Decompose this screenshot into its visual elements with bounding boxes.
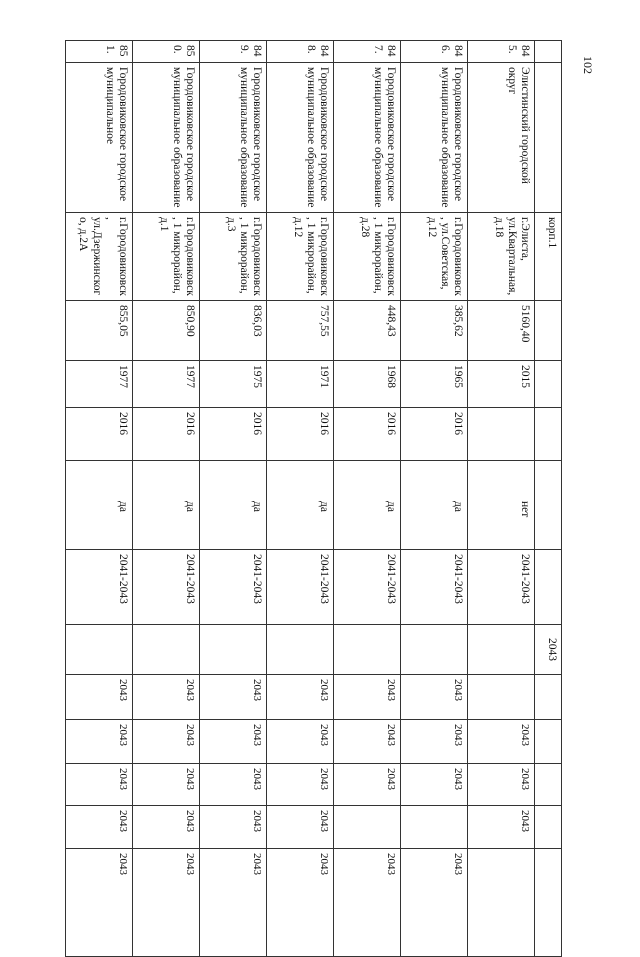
cell-gas	[200, 625, 267, 675]
cell-year	[334, 806, 401, 849]
cell-period: 2041-2043	[66, 550, 133, 625]
cell-flag: да	[267, 461, 334, 550]
cell-municipality: Городовиковское городское муниципальное	[66, 63, 133, 213]
cell-address: корп.1	[535, 213, 562, 301]
cell-year: 2043	[133, 806, 200, 849]
cell-num: 847.	[334, 41, 401, 63]
table-row	[468, 41, 535, 957]
cell-flag: да	[334, 461, 401, 550]
cell-municipality: Городовиковское городское муниципальное образование	[401, 63, 468, 213]
cell-area	[535, 301, 562, 361]
cell-year: 2043	[200, 764, 267, 806]
cell-area: 385,62	[401, 301, 468, 361]
table-row	[401, 41, 468, 957]
cell-period: 2041-2043	[133, 550, 200, 625]
cell-year: 2043	[401, 675, 468, 720]
cell-gas: 2043	[535, 625, 562, 675]
cell-year	[468, 675, 535, 720]
cell-year	[401, 806, 468, 849]
cell-period: 2041-2043	[334, 550, 401, 625]
cell-area: 448,43	[334, 301, 401, 361]
cell-planned: 2016	[334, 408, 401, 461]
cell-year: 2043	[267, 806, 334, 849]
cell-period	[535, 550, 562, 625]
cell-flag: да	[200, 461, 267, 550]
cell-year: 2043	[66, 675, 133, 720]
cell-year: 2043	[133, 849, 200, 957]
cell-gas	[133, 625, 200, 675]
cell-year: 2043	[401, 720, 468, 764]
cell-municipality: Городовиковское городское муниципальное образование	[334, 63, 401, 213]
cell-planned	[468, 408, 535, 461]
cell-address: г.Городовиковск, 1 микрорайон, д.12	[267, 213, 334, 301]
cell-year: 2043	[66, 806, 133, 849]
cell-year: 2043	[267, 849, 334, 957]
cell-year: 2043	[133, 764, 200, 806]
cell-year: 2043	[334, 849, 401, 957]
cell-year: 2043	[66, 849, 133, 957]
cell-municipality: Элистинский городской округ	[468, 63, 535, 213]
cell-year: 2043	[267, 720, 334, 764]
cell-built: 2015	[468, 361, 535, 408]
cell-year	[535, 720, 562, 764]
table-row	[267, 41, 334, 957]
cell-year: 2043	[401, 764, 468, 806]
cell-planned: 2016	[200, 408, 267, 461]
cell-flag	[535, 461, 562, 550]
cell-built	[535, 361, 562, 408]
cell-year: 2043	[200, 675, 267, 720]
cell-year	[535, 764, 562, 806]
cell-year: 2043	[200, 806, 267, 849]
cell-area: 855,05	[66, 301, 133, 361]
cell-period: 2041-2043	[468, 550, 535, 625]
cell-built: 1977	[133, 361, 200, 408]
table-row-continuation	[535, 41, 562, 957]
cell-num	[535, 41, 562, 63]
cell-built: 1971	[267, 361, 334, 408]
cell-year: 2043	[468, 806, 535, 849]
cell-flag: да	[133, 461, 200, 550]
cell-year: 2043	[468, 764, 535, 806]
cell-year: 2043	[66, 764, 133, 806]
cell-num: 848.	[267, 41, 334, 63]
cell-built: 1975	[200, 361, 267, 408]
cell-gas	[334, 625, 401, 675]
cell-area: 757,55	[267, 301, 334, 361]
cell-num: 849.	[200, 41, 267, 63]
table-row	[200, 41, 267, 957]
cell-num: 846.	[401, 41, 468, 63]
cell-year: 2043	[334, 675, 401, 720]
cell-area: 836,03	[200, 301, 267, 361]
cell-municipality: Городовиковское городское муниципальное образование	[133, 63, 200, 213]
cell-address: г.Городовиковск, 1 микрорайон, д.3	[200, 213, 267, 301]
cell-planned: 2016	[401, 408, 468, 461]
cell-planned	[535, 408, 562, 461]
cell-area: 5160,40	[468, 301, 535, 361]
cell-year: 2043	[334, 720, 401, 764]
cell-planned: 2016	[267, 408, 334, 461]
cell-period: 2041-2043	[267, 550, 334, 625]
cell-num: 850.	[133, 41, 200, 63]
cell-year: 2043	[200, 849, 267, 957]
page-number: 102	[581, 56, 595, 74]
cell-year: 2043	[133, 720, 200, 764]
cell-period: 2041-2043	[200, 550, 267, 625]
cell-year: 2043	[200, 720, 267, 764]
cell-address: г.Городовиковск, ул.Советская, д.12	[401, 213, 468, 301]
cell-year	[535, 806, 562, 849]
cell-year	[468, 849, 535, 957]
cell-year: 2043	[267, 764, 334, 806]
cell-year: 2043	[468, 720, 535, 764]
cell-municipality	[535, 63, 562, 213]
cell-year: 2043	[267, 675, 334, 720]
cell-year: 2043	[401, 849, 468, 957]
cell-municipality: Городовиковское городское муниципальное образование	[267, 63, 334, 213]
cell-year: 2043	[334, 764, 401, 806]
cell-planned: 2016	[133, 408, 200, 461]
housing-register-table	[65, 40, 562, 957]
cell-year: 2043	[66, 720, 133, 764]
cell-year: 2043	[133, 675, 200, 720]
cell-num: 845.	[468, 41, 535, 63]
table-row	[334, 41, 401, 957]
cell-area: 850,90	[133, 301, 200, 361]
cell-year	[535, 675, 562, 720]
cell-address: г.Городовиковск, ул.Дзержинского, д.2А	[66, 213, 133, 301]
cell-year	[535, 849, 562, 957]
cell-address: г.Городовиковск, 1 микрорайон, д.1	[133, 213, 200, 301]
cell-gas	[267, 625, 334, 675]
rotated-table-container	[77, 40, 562, 900]
cell-gas	[401, 625, 468, 675]
cell-built: 1965	[401, 361, 468, 408]
cell-municipality: Городовиковское городское муниципальное образование	[200, 63, 267, 213]
cell-flag: нет	[468, 461, 535, 550]
cell-built: 1968	[334, 361, 401, 408]
cell-num: 851.	[66, 41, 133, 63]
cell-gas	[66, 625, 133, 675]
cell-flag: да	[401, 461, 468, 550]
table-row	[133, 41, 200, 957]
cell-address: г.Городовиковск, 1 микрорайон, д.28	[334, 213, 401, 301]
cell-address: г.Элиста, ул.Квартальная, д.18	[468, 213, 535, 301]
cell-period: 2041-2043	[401, 550, 468, 625]
cell-built: 1977	[66, 361, 133, 408]
cell-flag: да	[66, 461, 133, 550]
table-row	[66, 41, 133, 957]
cell-planned: 2016	[66, 408, 133, 461]
cell-gas	[468, 625, 535, 675]
